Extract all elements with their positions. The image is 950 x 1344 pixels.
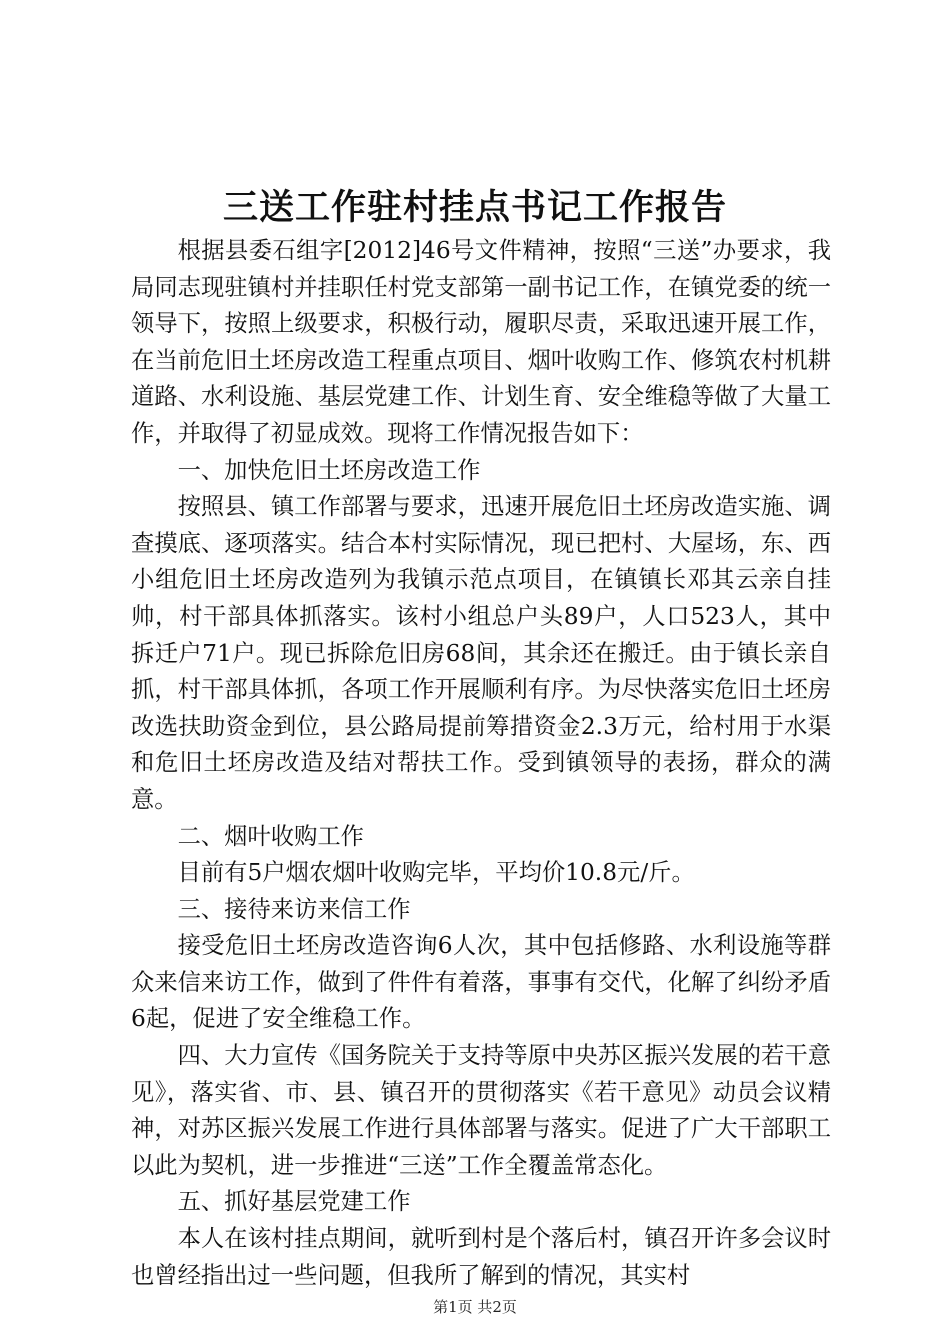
- section-heading-2: 二、烟叶收购工作: [177, 822, 364, 850]
- section-paragraph-2: 目前有5户烟农烟叶收购完毕，平均价10.8元/斤。: [177, 859, 695, 887]
- section-heading-5: 五、抓好基层党建工作: [177, 1188, 411, 1216]
- section-paragraph-1: 按照县、镇工作部署与要求，迅速开展危旧土坯房改造实施、调查摸底、逐项落实。结合本村实际情况，现已把村、大屋场，东、西小组危旧土坯房改造列为我镇示范点项目，在镇镇长邓其云亲自挂帅，村干部具体抓落实。该村小组总户头89户，人口523人，其中拆迁户71户。现已拆除危旧房68间，其余还在搬迁。由于镇长亲自抓，村干部具体抓，各项工作开展顺利有序。为尽快落实危旧土坯房改选扶助资金到位，县公路局提前筹措资金2.3万元，给村用于水渠和危旧土坯房改造及结对帮扶工作。受到镇领导的表扬，群众的满意。: [131, 493, 831, 813]
- section-paragraph-4: 四、大力宣传《国务院关于支持等原中央苏区振兴发展的若干意见》，落实省、市、县、镇召开的贯彻落实《若干意见》动员会议精神，对苏区振兴发展工作进行具体部署与落实。促进了广大干部职工以此为契机，进一步推进“三送”工作全覆盖常态化。: [131, 1042, 831, 1179]
- section-heading-3: 三、接待来访来信工作: [177, 895, 411, 923]
- intro-paragraph: 根据县委石组字[2012]46号文件精神，按照“三送”办要求，我局同志现驻镇村并挂职任村党支部第一副书记工作，在镇党委的统一领导下，按照上级要求，积极行动，履职尽责，采取迅速开展工作，在当前危旧土坯房改造工程重点项目、烟叶收购工作、修筑农村机耕道路、水利设施、基层党建工作、计划生育、安全维稳等做了大量工作，并取得了初显成效。现将工作情况报告如下：: [131, 237, 831, 447]
- section-heading-1: 一、加快危旧土坯房改造工作: [177, 456, 481, 484]
- page-footer: 第1页 共2页: [433, 1298, 517, 1316]
- document-body: [131, 233, 831, 1294]
- section-paragraph-5: 本人在该村挂点期间，就听到村是个落后村，镇召开许多会议时也曾经指出过一些问题，但我所了解到的情况，其实村: [131, 1225, 831, 1289]
- document-title: 三送工作驻村挂点书记工作报告: [222, 187, 727, 228]
- section-paragraph-3: 接受危旧土坯房改造咨询6人次，其中包括修路、水利设施等群众来信来访工作，做到了件件有着落，事事有交代，化解了纠纷矛盾6起，促进了安全维稳工作。: [131, 932, 831, 1033]
